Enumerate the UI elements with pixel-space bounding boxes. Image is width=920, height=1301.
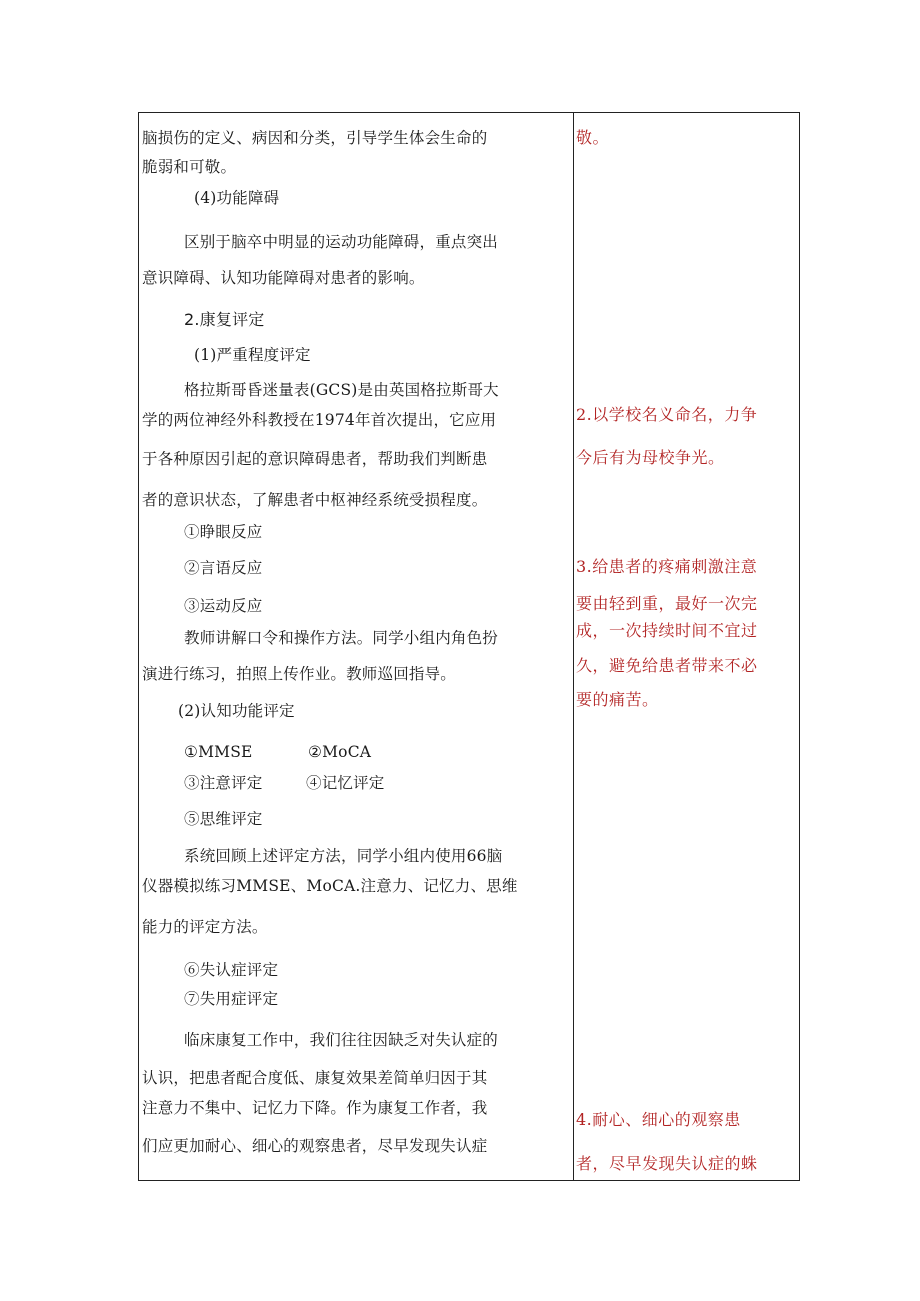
body-text: 系统回顾上述评定方法，同学小组内使用66脑	[184, 847, 503, 865]
body-text: 者的意识状态，了解患者中枢神经系统受损程度。	[142, 491, 488, 509]
body-text: 注意力不集中、记忆力下降。作为康复工作者，我	[142, 1099, 488, 1117]
list-item: ⑤思维评定	[184, 810, 263, 828]
subheading: (2)认知功能评定	[178, 702, 295, 720]
subheading: (4)功能障碍	[194, 189, 280, 207]
body-text: 学的两位神经外科教授在1974年首次提出，它应用	[142, 411, 497, 429]
note-text: 敬。	[576, 128, 610, 147]
body-text: 仪器模拟练习MMSE、MoCA.注意力、记忆力、思维	[142, 877, 518, 895]
list-item: ⑦失用症评定	[184, 990, 279, 1008]
note-text: 3.给患者的疼痛刺激注意	[576, 557, 758, 576]
body-text: 演进行练习，拍照上传作业。教师巡回指导。	[142, 665, 457, 683]
body-text: 意识障碍、认知功能障碍对患者的影响。	[142, 269, 425, 287]
list-item: ①睁眼反应	[184, 523, 263, 541]
note-text: 2.以学校名义命名，力争	[576, 405, 758, 424]
column-divider	[573, 113, 574, 1180]
list-item: ②MoCA	[308, 743, 372, 761]
list-item: ⑥失认症评定	[184, 961, 279, 979]
body-text: 脑损伤的定义、病因和分类，引导学生体会生命的	[142, 129, 488, 147]
body-text: 于各种原因引起的意识障碍患者，帮助我们判断患	[142, 450, 488, 468]
body-text: 格拉斯哥昏迷量表(GCS)是由英国格拉斯哥大	[184, 381, 499, 399]
list-item: ③注意评定	[184, 774, 263, 792]
note-text: 要的痛苦。	[576, 690, 659, 709]
list-item: ①MMSE	[184, 743, 253, 761]
section-heading: 2.康复评定	[184, 310, 265, 329]
body-text: 教师讲解口令和操作方法。同学小组内角色扮	[184, 629, 499, 647]
body-text: 临床康复工作中，我们往往因缺乏对失认症的	[184, 1031, 499, 1049]
body-text: 脆弱和可敬。	[142, 158, 237, 176]
body-text: 能力的评定方法。	[142, 918, 268, 936]
body-text: 们应更加耐心、细心的观察患者，尽早发现失认症	[142, 1137, 488, 1155]
note-text: 4.耐心、细心的观察患	[576, 1110, 741, 1129]
body-text: 区别于脑卒中明显的运动功能障碍，重点突出	[184, 233, 499, 251]
list-item: ④记忆评定	[306, 774, 385, 792]
note-text: 成，一次持续时间不宜过	[576, 621, 758, 640]
note-text: 今后有为母校争光。	[576, 448, 725, 467]
note-text: 久，避免给患者带来不必	[576, 656, 758, 675]
list-item: ②言语反应	[184, 559, 263, 577]
note-text: 要由轻到重，最好一次完	[576, 594, 758, 613]
body-text: 认识，把患者配合度低、康复效果差简单归因于其	[142, 1069, 488, 1087]
list-item: ③运动反应	[184, 597, 263, 615]
subheading: (1)严重程度评定	[194, 346, 311, 364]
note-text: 者，尽早发现失认症的蛛	[576, 1154, 758, 1173]
